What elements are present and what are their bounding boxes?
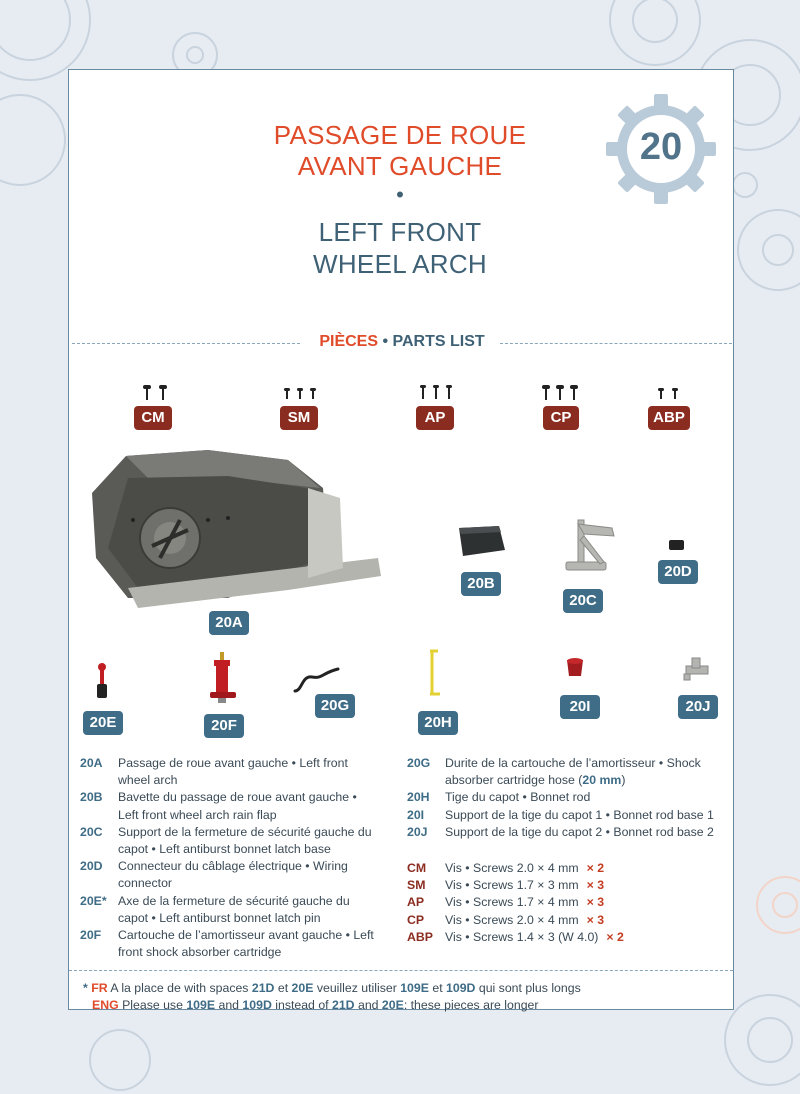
screws-abp-icon bbox=[656, 388, 682, 400]
tag-20g: 20G bbox=[315, 694, 355, 718]
tag-20h: 20H bbox=[418, 711, 458, 735]
list-item: 20I Support de la tige du capot 1 • Bonnet rod base 1 bbox=[407, 807, 714, 822]
title-en-line1: LEFT FRONT bbox=[318, 217, 482, 247]
tag-cm: CM bbox=[134, 406, 172, 430]
shock-cartridge-part-icon bbox=[205, 652, 241, 704]
footnote bbox=[69, 970, 733, 1014]
wiring-connector-part-icon bbox=[667, 538, 687, 552]
list-item: ABP Vis • Screws 1.4 × 3 (W 4.0) × 2 bbox=[407, 929, 624, 944]
screws-cm-icon bbox=[140, 385, 170, 401]
rain-flap-part-icon bbox=[455, 524, 507, 558]
tag-20b: 20B bbox=[461, 572, 501, 596]
list-item: 20G Durite de la cartouche de l’amortisseur • Shock absorber cartridge hose (20 mm) bbox=[407, 756, 701, 788]
title-fr-line2: AVANT GAUCHE bbox=[297, 151, 503, 181]
parts-header-en: PARTS LIST bbox=[392, 333, 485, 350]
list-item: SM Vis • Screws 1.7 × 3 mm × 3 bbox=[407, 878, 605, 893]
step-number: 20 bbox=[639, 126, 683, 168]
list-item: AP Vis • Screws 1.7 × 4 mm × 3 bbox=[407, 895, 605, 910]
title-english bbox=[0, 216, 800, 280]
screws-sm-icon bbox=[282, 388, 318, 400]
tag-20f: 20F bbox=[204, 714, 244, 738]
screws-list bbox=[407, 860, 723, 946]
tag-20e: 20E bbox=[83, 711, 123, 735]
parts-header-fr: PIÈCES bbox=[319, 333, 379, 350]
tag-20a: 20A bbox=[209, 611, 249, 635]
latch-pin-part-icon bbox=[94, 662, 110, 702]
screws-ap-icon bbox=[418, 385, 454, 400]
list-item: 20C Support de la fermeture de sécurité gauche du capot • Left antiburst bonnet latch base bbox=[80, 824, 372, 857]
list-item: 20D Connecteur du câblage électrique • Wiring connector bbox=[80, 859, 348, 891]
list-item: CM Vis • Screws 2.0 × 4 mm × 2 bbox=[407, 861, 605, 875]
title-en-line2: WHEEL ARCH bbox=[313, 249, 487, 279]
title-separator: • bbox=[396, 182, 404, 207]
footnote-fr: * FR A la place de with spaces 21D et 20E veuillez utiliser 109E et 109D qui sont plus longs bbox=[83, 981, 581, 995]
screws-cp-icon bbox=[541, 385, 579, 401]
bonnet-rod-part-icon bbox=[424, 648, 446, 698]
tag-cp: CP bbox=[543, 406, 579, 430]
tag-20d: 20D bbox=[658, 560, 698, 584]
title-french bbox=[0, 120, 800, 182]
list-item: CP Vis • Screws 2.0 × 4 mm × 3 bbox=[407, 912, 605, 927]
parts-header-dot: • bbox=[378, 333, 393, 350]
latch-base-part-icon bbox=[562, 516, 620, 576]
tag-20i: 20I bbox=[560, 695, 600, 719]
rod-base-2-part-icon bbox=[680, 656, 712, 682]
list-item: 20B Bavette du passage de roue avant gauche • Left front wheel arch rain flap bbox=[80, 790, 357, 822]
rod-base-1-part-icon bbox=[563, 656, 587, 682]
parts-list-header bbox=[72, 333, 732, 353]
list-item: 20F Cartouche de l’amortisseur avant gauche • Left front shock absorber cartridge bbox=[80, 928, 374, 960]
tag-ap: AP bbox=[416, 406, 454, 430]
hose-part-icon bbox=[292, 665, 342, 695]
tag-abp: ABP bbox=[648, 406, 690, 430]
tag-sm: SM bbox=[280, 406, 318, 430]
footnote-en: ENG Please use 109E and 109D instead of 21D and 20E: these pieces are longer bbox=[92, 998, 539, 1012]
list-item: 20H Tige du capot • Bonnet rod bbox=[407, 790, 591, 805]
list-item: 20E* Axe de la fermeture de sécurité gauche du capot • Left antiburst bonnet latch pin bbox=[80, 893, 350, 925]
list-item: 20A Passage de roue avant gauche • Left front wheel arch bbox=[80, 756, 348, 788]
parts-list-left bbox=[80, 755, 380, 961]
tag-20c: 20C bbox=[563, 589, 603, 613]
wheel-arch-part-icon bbox=[88, 448, 388, 608]
title-fr-line1: PASSAGE DE ROUE bbox=[273, 120, 527, 150]
list-item: 20J Support de la tige du capot 2 • Bonnet rod base 2 bbox=[407, 824, 714, 839]
tag-20j: 20J bbox=[678, 695, 718, 719]
parts-list-right bbox=[407, 755, 723, 841]
